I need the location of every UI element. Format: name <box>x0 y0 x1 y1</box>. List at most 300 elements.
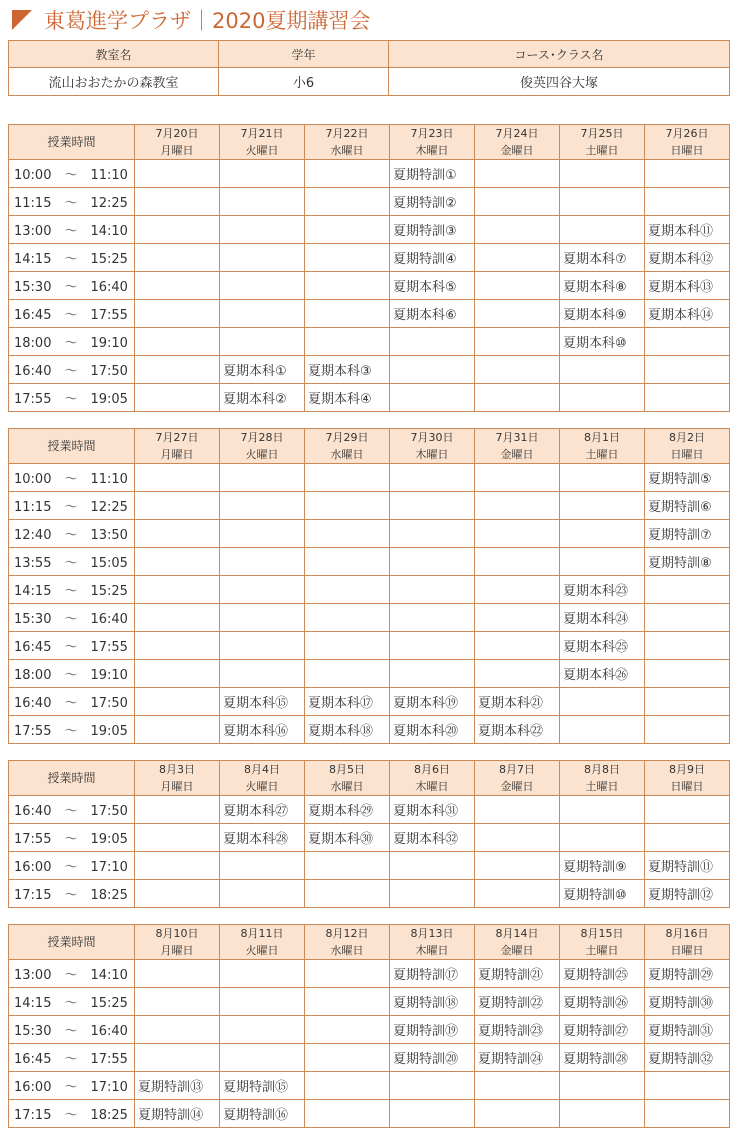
lesson-cell: 夏期本科㉘ <box>220 824 305 852</box>
lesson-cell <box>305 300 390 328</box>
lesson-cell: 夏期本科④ <box>305 384 390 412</box>
day-header <box>220 125 305 160</box>
day-date: 7月25日 <box>580 127 624 140</box>
time-slot: 15:30 ～ 16:40 <box>9 604 135 632</box>
lesson-cell <box>220 632 305 660</box>
lesson-cell <box>560 188 645 216</box>
day-of-week: 日曜日 <box>670 448 704 461</box>
lesson-cell <box>220 520 305 548</box>
schedule-header-row <box>9 761 730 796</box>
day-header <box>135 125 220 160</box>
lesson-cell: 夏期特訓㉒ <box>475 988 560 1016</box>
page-header <box>10 8 730 34</box>
time-slot: 13:55 ～ 15:05 <box>9 548 135 576</box>
lesson-cell <box>645 824 730 852</box>
lesson-cell <box>390 1072 475 1100</box>
lesson-cell <box>390 852 475 880</box>
lesson-cell <box>305 632 390 660</box>
lesson-cell <box>135 300 220 328</box>
lesson-cell: 夏期特訓⑨ <box>560 852 645 880</box>
day-header <box>390 925 475 960</box>
schedule-row <box>9 880 730 908</box>
time-column-header: 授業時間 <box>9 429 135 464</box>
lesson-cell: 夏期特訓㉚ <box>645 988 730 1016</box>
schedule-table-week-3 <box>8 760 730 908</box>
day-of-week: 土曜日 <box>585 448 619 461</box>
lesson-cell <box>475 216 560 244</box>
lesson-cell <box>390 604 475 632</box>
time-slot: 16:40 ～ 17:50 <box>9 796 135 824</box>
lesson-cell <box>390 576 475 604</box>
lesson-cell <box>135 1016 220 1044</box>
day-date: 7月30日 <box>410 431 454 444</box>
schedule-row <box>9 796 730 824</box>
time-slot: 18:00 ～ 19:10 <box>9 328 135 356</box>
lesson-cell <box>390 384 475 412</box>
lesson-cell <box>220 328 305 356</box>
schedule-row <box>9 604 730 632</box>
schedule-table-week-1 <box>8 124 730 412</box>
lesson-cell <box>135 548 220 576</box>
day-of-week: 土曜日 <box>585 780 619 793</box>
lesson-cell: 夏期特訓㉘ <box>560 1044 645 1072</box>
lesson-cell <box>645 716 730 744</box>
day-date: 7月31日 <box>495 431 539 444</box>
schedule-row <box>9 492 730 520</box>
lesson-cell <box>560 356 645 384</box>
lesson-cell <box>560 1072 645 1100</box>
day-header <box>305 429 390 464</box>
time-slot: 13:00 ～ 14:10 <box>9 216 135 244</box>
lesson-cell <box>390 548 475 576</box>
schedule-row <box>9 716 730 744</box>
lesson-cell <box>305 1016 390 1044</box>
lesson-cell <box>135 688 220 716</box>
schedule-row <box>9 300 730 328</box>
lesson-cell: 夏期本科㉓ <box>560 576 645 604</box>
time-slot: 16:45 ～ 17:55 <box>9 300 135 328</box>
schedule-row <box>9 1044 730 1072</box>
day-of-week: 金曜日 <box>500 944 534 957</box>
day-of-week: 火曜日 <box>245 448 279 461</box>
lesson-cell <box>135 880 220 908</box>
schedule-table-week-4 <box>8 924 730 1128</box>
lesson-cell <box>645 796 730 824</box>
time-slot: 17:55 ～ 19:05 <box>9 824 135 852</box>
lesson-cell <box>220 1016 305 1044</box>
day-date: 8月9日 <box>669 763 705 776</box>
day-header <box>220 761 305 796</box>
lesson-cell <box>560 384 645 412</box>
schedule-row <box>9 1100 730 1128</box>
time-slot: 17:15 ～ 18:25 <box>9 1100 135 1128</box>
lesson-cell: 夏期特訓㉓ <box>475 1016 560 1044</box>
day-date: 7月29日 <box>325 431 369 444</box>
lesson-cell <box>135 160 220 188</box>
lesson-cell <box>305 520 390 548</box>
lesson-cell: 夏期本科㉜ <box>390 824 475 852</box>
schedule-row <box>9 328 730 356</box>
lesson-cell <box>135 464 220 492</box>
lesson-cell: 夏期特訓㉑ <box>475 960 560 988</box>
day-date: 7月24日 <box>495 127 539 140</box>
day-date: 8月11日 <box>240 927 284 940</box>
lesson-cell <box>135 716 220 744</box>
lesson-cell <box>560 716 645 744</box>
schedule-header-row <box>9 925 730 960</box>
schedule-row <box>9 356 730 384</box>
schedule-row <box>9 988 730 1016</box>
lesson-cell <box>645 604 730 632</box>
lesson-cell: 夏期特訓⑮ <box>220 1072 305 1100</box>
lesson-cell: 夏期本科⑭ <box>645 300 730 328</box>
lesson-cell <box>475 356 560 384</box>
lesson-cell <box>475 824 560 852</box>
lesson-cell <box>135 244 220 272</box>
lesson-cell <box>390 880 475 908</box>
schedule-row <box>9 688 730 716</box>
day-header <box>645 925 730 960</box>
lesson-cell: 夏期特訓⑳ <box>390 1044 475 1072</box>
day-of-week: 水曜日 <box>330 144 364 157</box>
time-slot: 12:40 ～ 13:50 <box>9 520 135 548</box>
time-slot: 16:45 ～ 17:55 <box>9 632 135 660</box>
lesson-cell <box>305 660 390 688</box>
lesson-cell: 夏期特訓⑫ <box>645 880 730 908</box>
day-header <box>645 761 730 796</box>
lesson-cell <box>475 492 560 520</box>
lesson-cell <box>135 988 220 1016</box>
day-of-week: 木曜日 <box>415 780 449 793</box>
lesson-cell: 夏期特訓㉕ <box>560 960 645 988</box>
lesson-cell <box>135 520 220 548</box>
lesson-cell: 夏期本科㉚ <box>305 824 390 852</box>
schedule-header-row <box>9 429 730 464</box>
day-date: 8月16日 <box>665 927 709 940</box>
lesson-cell <box>220 272 305 300</box>
time-slot: 11:15 ～ 12:25 <box>9 492 135 520</box>
lesson-cell: 夏期本科⑫ <box>645 244 730 272</box>
lesson-cell: 夏期本科㉖ <box>560 660 645 688</box>
time-slot: 11:15 ～ 12:25 <box>9 188 135 216</box>
day-of-week: 木曜日 <box>415 944 449 957</box>
day-header <box>560 761 645 796</box>
lesson-cell <box>135 852 220 880</box>
lesson-cell <box>645 188 730 216</box>
schedule-table-week-2 <box>8 428 730 744</box>
time-slot: 16:45 ～ 17:55 <box>9 1044 135 1072</box>
lesson-cell: 夏期特訓㉛ <box>645 1016 730 1044</box>
lesson-cell <box>645 660 730 688</box>
day-date: 8月8日 <box>584 763 620 776</box>
lesson-cell: 夏期本科② <box>220 384 305 412</box>
classroom-value: 流山おおたかの森教室 <box>9 68 219 96</box>
lesson-cell: 夏期本科⑤ <box>390 272 475 300</box>
time-slot: 16:00 ～ 17:10 <box>9 852 135 880</box>
day-header <box>560 925 645 960</box>
lesson-cell: 夏期特訓㉙ <box>645 960 730 988</box>
lesson-cell: 夏期本科㉛ <box>390 796 475 824</box>
lesson-cell: 夏期本科㉙ <box>305 796 390 824</box>
course-header: コース･クラス名 <box>389 41 730 68</box>
schedule-row <box>9 1016 730 1044</box>
time-slot: 14:15 ～ 15:25 <box>9 244 135 272</box>
lesson-cell: 夏期本科⑯ <box>220 716 305 744</box>
day-date: 7月28日 <box>240 431 284 444</box>
lesson-cell <box>390 356 475 384</box>
lesson-cell <box>220 852 305 880</box>
lesson-cell: 夏期特訓⑪ <box>645 852 730 880</box>
time-slot: 10:00 ～ 11:10 <box>9 464 135 492</box>
lesson-cell: 夏期特訓⑰ <box>390 960 475 988</box>
lesson-cell <box>475 160 560 188</box>
lesson-cell <box>475 1072 560 1100</box>
day-date: 8月1日 <box>584 431 620 444</box>
time-column-header: 授業時間 <box>9 761 135 796</box>
day-header <box>645 125 730 160</box>
classroom-header: 教室名 <box>9 41 219 68</box>
lesson-cell: 夏期特訓㉜ <box>645 1044 730 1072</box>
lesson-cell <box>645 1100 730 1128</box>
lesson-cell: 夏期本科⑥ <box>390 300 475 328</box>
lesson-cell: 夏期本科㉕ <box>560 632 645 660</box>
lesson-cell <box>390 464 475 492</box>
day-date: 8月13日 <box>410 927 454 940</box>
day-of-week: 金曜日 <box>500 448 534 461</box>
lesson-cell <box>475 632 560 660</box>
lesson-cell <box>135 216 220 244</box>
day-date: 8月14日 <box>495 927 539 940</box>
lesson-cell <box>135 188 220 216</box>
day-header <box>475 125 560 160</box>
lesson-cell: 夏期特訓㉖ <box>560 988 645 1016</box>
lesson-cell: 夏期本科⑦ <box>560 244 645 272</box>
lesson-cell <box>220 576 305 604</box>
day-of-week: 月曜日 <box>160 144 194 157</box>
lesson-cell <box>220 604 305 632</box>
time-slot: 16:40 ～ 17:50 <box>9 356 135 384</box>
lesson-cell <box>475 604 560 632</box>
class-info-table <box>8 40 730 96</box>
day-date: 8月6日 <box>414 763 450 776</box>
time-column-header: 授業時間 <box>9 925 135 960</box>
schedule-row <box>9 160 730 188</box>
day-header <box>135 761 220 796</box>
lesson-cell <box>135 824 220 852</box>
day-date: 8月15日 <box>580 927 624 940</box>
lesson-cell: 夏期本科⑲ <box>390 688 475 716</box>
class-info-header-row <box>9 41 730 68</box>
day-of-week: 火曜日 <box>245 144 279 157</box>
schedule-row <box>9 632 730 660</box>
day-header <box>220 429 305 464</box>
title-triangle-icon <box>12 10 32 30</box>
lesson-cell: 夏期本科③ <box>305 356 390 384</box>
day-of-week: 木曜日 <box>415 144 449 157</box>
day-date: 8月4日 <box>244 763 280 776</box>
lesson-cell <box>475 300 560 328</box>
day-of-week: 土曜日 <box>585 144 619 157</box>
day-date: 8月2日 <box>669 431 705 444</box>
lesson-cell <box>220 464 305 492</box>
schedule-row <box>9 1072 730 1100</box>
lesson-cell <box>305 464 390 492</box>
lesson-cell <box>560 824 645 852</box>
day-date: 7月21日 <box>240 127 284 140</box>
lesson-cell <box>475 272 560 300</box>
day-header <box>390 761 475 796</box>
lesson-cell: 夏期特訓⑤ <box>645 464 730 492</box>
grade-value: 小6 <box>219 68 389 96</box>
lesson-cell <box>475 244 560 272</box>
lesson-cell: 夏期本科㉑ <box>475 688 560 716</box>
day-date: 8月12日 <box>325 927 369 940</box>
day-header <box>390 429 475 464</box>
lesson-cell <box>220 188 305 216</box>
day-of-week: 日曜日 <box>670 944 704 957</box>
course-value: 俊英四谷大塚 <box>389 68 730 96</box>
day-date: 7月20日 <box>155 127 199 140</box>
lesson-cell <box>305 328 390 356</box>
lesson-cell <box>305 852 390 880</box>
lesson-cell: 夏期特訓㉔ <box>475 1044 560 1072</box>
lesson-cell <box>390 328 475 356</box>
day-header <box>220 925 305 960</box>
lesson-cell <box>390 492 475 520</box>
lesson-cell: 夏期本科⑨ <box>560 300 645 328</box>
day-date: 8月3日 <box>159 763 195 776</box>
lesson-cell: 夏期特訓① <box>390 160 475 188</box>
lesson-cell <box>560 492 645 520</box>
day-header <box>560 125 645 160</box>
schedule-row <box>9 576 730 604</box>
day-header <box>645 429 730 464</box>
day-header <box>135 429 220 464</box>
lesson-cell <box>560 548 645 576</box>
schedule-row <box>9 824 730 852</box>
lesson-cell <box>305 548 390 576</box>
lesson-cell <box>645 384 730 412</box>
schedule-row <box>9 384 730 412</box>
day-header <box>305 125 390 160</box>
day-of-week: 土曜日 <box>585 944 619 957</box>
lesson-cell: 夏期特訓⑲ <box>390 1016 475 1044</box>
day-date: 7月22日 <box>325 127 369 140</box>
lesson-cell <box>220 492 305 520</box>
lesson-cell <box>305 960 390 988</box>
lesson-cell <box>645 160 730 188</box>
lesson-cell: 夏期特訓② <box>390 188 475 216</box>
day-of-week: 金曜日 <box>500 780 534 793</box>
day-header <box>475 761 560 796</box>
lesson-cell <box>220 988 305 1016</box>
lesson-cell <box>220 660 305 688</box>
schedule-row <box>9 548 730 576</box>
lesson-cell <box>645 356 730 384</box>
lesson-cell: 夏期特訓⑭ <box>135 1100 220 1128</box>
lesson-cell <box>305 880 390 908</box>
lesson-cell <box>135 576 220 604</box>
lesson-cell: 夏期本科⑪ <box>645 216 730 244</box>
lesson-cell <box>560 216 645 244</box>
lesson-cell <box>645 632 730 660</box>
lesson-cell <box>220 548 305 576</box>
class-info-value-row <box>9 68 730 96</box>
lesson-cell: 夏期本科⑳ <box>390 716 475 744</box>
lesson-cell <box>135 660 220 688</box>
day-header <box>475 925 560 960</box>
lesson-cell: 夏期特訓㉗ <box>560 1016 645 1044</box>
lesson-cell <box>135 632 220 660</box>
day-header <box>305 925 390 960</box>
lesson-cell <box>475 796 560 824</box>
lesson-cell: 夏期特訓⑦ <box>645 520 730 548</box>
lesson-cell: 夏期特訓⑩ <box>560 880 645 908</box>
time-slot: 15:30 ～ 16:40 <box>9 272 135 300</box>
lesson-cell <box>135 328 220 356</box>
time-slot: 17:15 ～ 18:25 <box>9 880 135 908</box>
time-slot: 17:55 ～ 19:05 <box>9 716 135 744</box>
lesson-cell <box>475 464 560 492</box>
lesson-cell <box>475 328 560 356</box>
time-slot: 18:00 ～ 19:10 <box>9 660 135 688</box>
schedule-row <box>9 852 730 880</box>
day-of-week: 火曜日 <box>245 780 279 793</box>
lesson-cell <box>135 492 220 520</box>
day-of-week: 日曜日 <box>670 780 704 793</box>
lesson-cell <box>645 1072 730 1100</box>
day-header <box>560 429 645 464</box>
lesson-cell: 夏期特訓⑧ <box>645 548 730 576</box>
day-header <box>475 429 560 464</box>
lesson-cell <box>220 880 305 908</box>
lesson-cell <box>305 216 390 244</box>
schedule-row <box>9 520 730 548</box>
lesson-cell: 夏期本科⑱ <box>305 716 390 744</box>
schedule-row <box>9 216 730 244</box>
lesson-cell <box>305 188 390 216</box>
lesson-cell <box>560 1100 645 1128</box>
lesson-cell: 夏期特訓④ <box>390 244 475 272</box>
day-of-week: 火曜日 <box>245 944 279 957</box>
lesson-cell: 夏期特訓⑬ <box>135 1072 220 1100</box>
day-date: 8月5日 <box>329 763 365 776</box>
time-slot: 14:15 ～ 15:25 <box>9 576 135 604</box>
lesson-cell <box>305 244 390 272</box>
schedule-row <box>9 244 730 272</box>
day-date: 7月26日 <box>665 127 709 140</box>
lesson-cell <box>305 160 390 188</box>
lesson-cell <box>305 576 390 604</box>
schedule-row <box>9 464 730 492</box>
lesson-cell <box>305 1044 390 1072</box>
day-of-week: 月曜日 <box>160 944 194 957</box>
lesson-cell: 夏期本科① <box>220 356 305 384</box>
day-of-week: 水曜日 <box>330 448 364 461</box>
lesson-cell: 夏期本科⑩ <box>560 328 645 356</box>
day-of-week: 日曜日 <box>670 144 704 157</box>
day-header <box>390 125 475 160</box>
day-header <box>135 925 220 960</box>
lesson-cell: 夏期本科⑮ <box>220 688 305 716</box>
lesson-cell <box>220 160 305 188</box>
lesson-cell <box>475 880 560 908</box>
day-date: 7月27日 <box>155 431 199 444</box>
schedule-row <box>9 660 730 688</box>
lesson-cell <box>220 960 305 988</box>
lesson-cell: 夏期本科⑬ <box>645 272 730 300</box>
schedule-row <box>9 188 730 216</box>
